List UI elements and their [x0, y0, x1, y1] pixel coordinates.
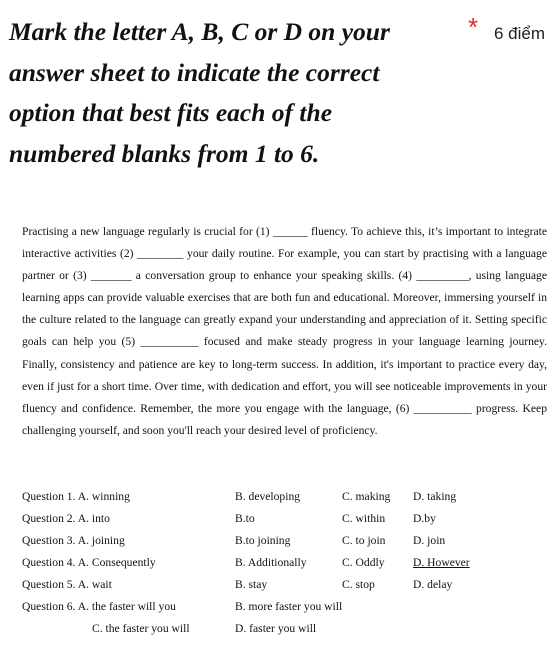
question-1-c: C. making	[342, 490, 391, 503]
question-2-c: C. within	[342, 512, 386, 525]
reading-passage: Practising a new language regularly is crucial for (1) ______ fluency. To achieve this, it’s important to integrate interactive activities (2) ________ your daily routine. For example, you can start by practising with a language partner or (3) _______ a conversation group to enhance your speaking skills. (4) _________, using language learning apps can provide valuable exercises that are both fun and educational. Moreover, immersing yourself in the culture related to the language can greatly expand your understanding and appreciation of it. Setting specific goals can help you (5) __________ focused and make steady progress in your language learning journey. Finally, consistency and patience are key to long-term success. In addition, it's important to practice every day, even if just for a short time. Over time, with dedication and effort, you will see noticeable improvements in your fluency and confidence. Remember, the more you engage with the language, (6) __________ progress. Keep challenging yourself, and soon you'll reach your desired level of proficiency.	[22, 225, 547, 437]
question-1-b: B. developing	[235, 490, 301, 503]
question-4-a: Question 4. A. Consequently	[22, 556, 156, 569]
question-3-c: C. to join	[342, 534, 386, 547]
question-title: Mark the letter A, B, C or D on your answer sheet to indicate the correct option that best fits each of the numbered blanks from 1 to 6.	[9, 17, 390, 168]
question-5-b: B. stay	[235, 578, 268, 591]
question-4-c: C. Oddly	[342, 556, 385, 569]
question-4-d: D. However	[413, 556, 470, 569]
question-6-b: B. more faster you will	[235, 600, 343, 613]
question-6-d: D. faster you will	[235, 622, 317, 635]
question-3-a: Question 3. A. joining	[22, 534, 125, 547]
question-1-a: Question 1. A. winning	[22, 490, 130, 503]
question-2-b: B.to	[235, 512, 255, 525]
points-label: 6 điểm	[494, 24, 546, 43]
question-3-b: B.to joining	[235, 534, 291, 547]
question-6-a: Question 6. A. the faster will you	[22, 600, 176, 613]
question-1-d: D. taking	[413, 490, 457, 503]
question-2-a: Question 2. A. into	[22, 512, 110, 525]
question-5-d: D. delay	[413, 578, 453, 591]
question-header	[0, 0, 558, 185]
question-6-c: C. the faster you will	[92, 622, 190, 635]
question-5-c: C. stop	[342, 578, 375, 591]
question-3-d: D. join	[413, 534, 446, 547]
required-asterisk: *	[468, 12, 479, 42]
question-5-a: Question 5. A. wait	[22, 578, 112, 591]
question-2-d: D.by	[413, 512, 436, 525]
question-4-b: B. Additionally	[235, 556, 307, 569]
